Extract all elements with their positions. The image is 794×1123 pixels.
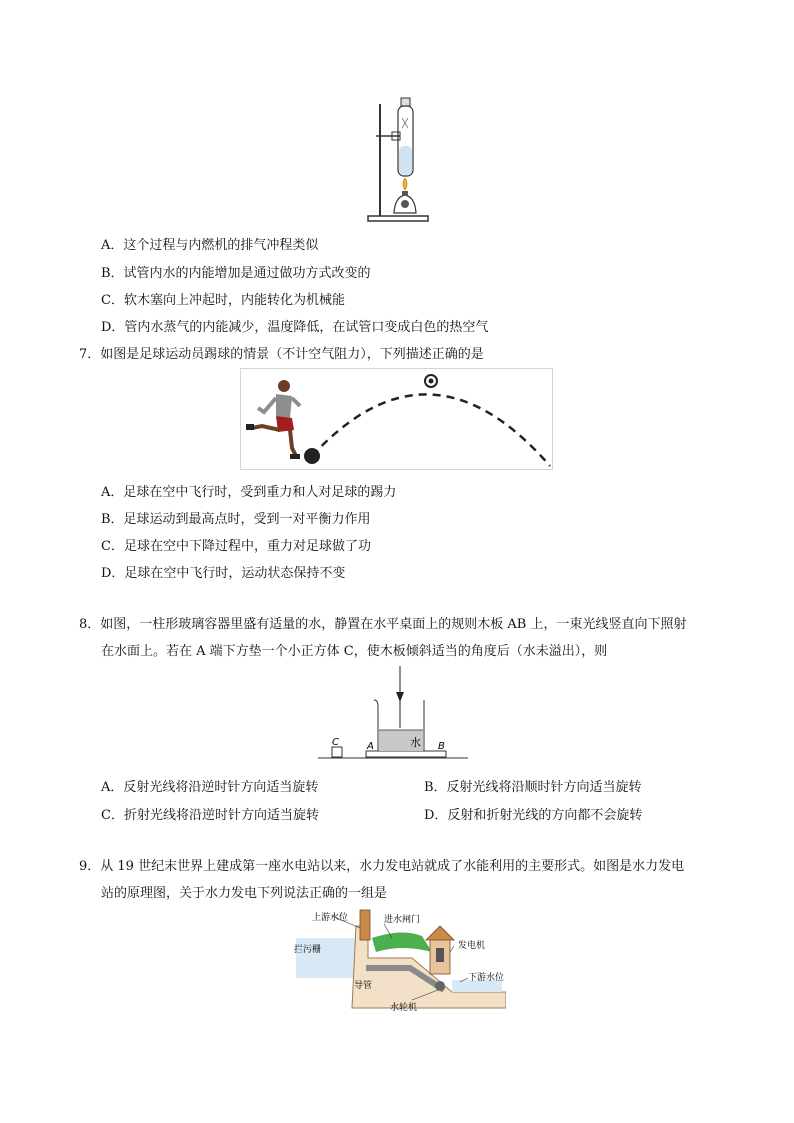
generator-label: 发电机 [458, 941, 486, 951]
hydropower-station-figure [292, 908, 506, 1014]
q6-option-a: A．这个过程与内燃机的排气冲程类似 [101, 238, 319, 253]
q7-option-d: D．足球在空中飞行时，运动状态保持不变 [101, 566, 346, 581]
container-on-board-figure [318, 664, 468, 762]
q9-stem-line2: 站的原理图，关于水力发电下列说法正确的一组是 [101, 886, 388, 901]
q7-option-b: B．足球运动到最高点时，受到一对平衡力作用 [101, 512, 371, 527]
soccer-kick-figure [240, 368, 553, 470]
upstream-level-label: 上游水位 [312, 913, 349, 923]
q9-stem-line1: 9．从 19 世纪末世界上建成第一座水电站以来，水力发电站就成了水能利用的主要形式。如图是水力发电 [79, 859, 685, 874]
q8-stem-line2: 在水面上。若在 A 端下方垫一个小正方体 C，使木板倾斜适当的角度后（水未溢出），则 [101, 644, 608, 659]
q8-option-b: B．反射光线将沿顺时针方向适当旋转 [424, 780, 642, 795]
q7-option-a: A．足球在空中飞行时，受到重力和人对足球的踢力 [101, 485, 397, 500]
test-tube-apparatus-figure [362, 96, 434, 226]
q7-option-c: C．足球在空中下降过程中，重力对足球做了功 [101, 539, 371, 554]
board-end-b-label: B [438, 741, 445, 752]
trash-rack-label: 拦污栅 [294, 945, 322, 955]
block-c-label: C [332, 737, 339, 748]
q6-option-d: D．管内水蒸气的内能减少，温度降低，在试管口变成白色的热空气 [101, 320, 489, 335]
water-label: 水 [410, 736, 421, 749]
board-end-a-label: A [367, 741, 374, 752]
q8-option-c: C．折射光线将沿逆时针方向适当旋转 [101, 808, 319, 823]
q6-option-c: C．软木塞向上冲起时，内能转化为机械能 [101, 293, 345, 308]
q7-stem: 7．如图是足球运动员踢球的情景（不计空气阻力），下列描述正确的是 [79, 347, 484, 362]
q6-option-b: B．试管内水的内能增加是通过做功方式改变的 [101, 266, 371, 281]
penstock-label: 导管 [354, 981, 373, 991]
downstream-level-label: 下游水位 [468, 973, 505, 983]
q8-stem-line1: 8．如图，一柱形玻璃容器里盛有适量的水，静置在水平桌面上的规则木板 AB 上，一束光线竖直向下照射 [79, 617, 687, 632]
q8-option-d: D．反射和折射光线的方向都不会旋转 [424, 808, 643, 823]
intake-gate-label: 进水闸门 [384, 915, 421, 925]
q8-option-a: A．反射光线将沿逆时针方向适当旋转 [101, 780, 319, 795]
turbine-label: 水轮机 [390, 1003, 418, 1013]
